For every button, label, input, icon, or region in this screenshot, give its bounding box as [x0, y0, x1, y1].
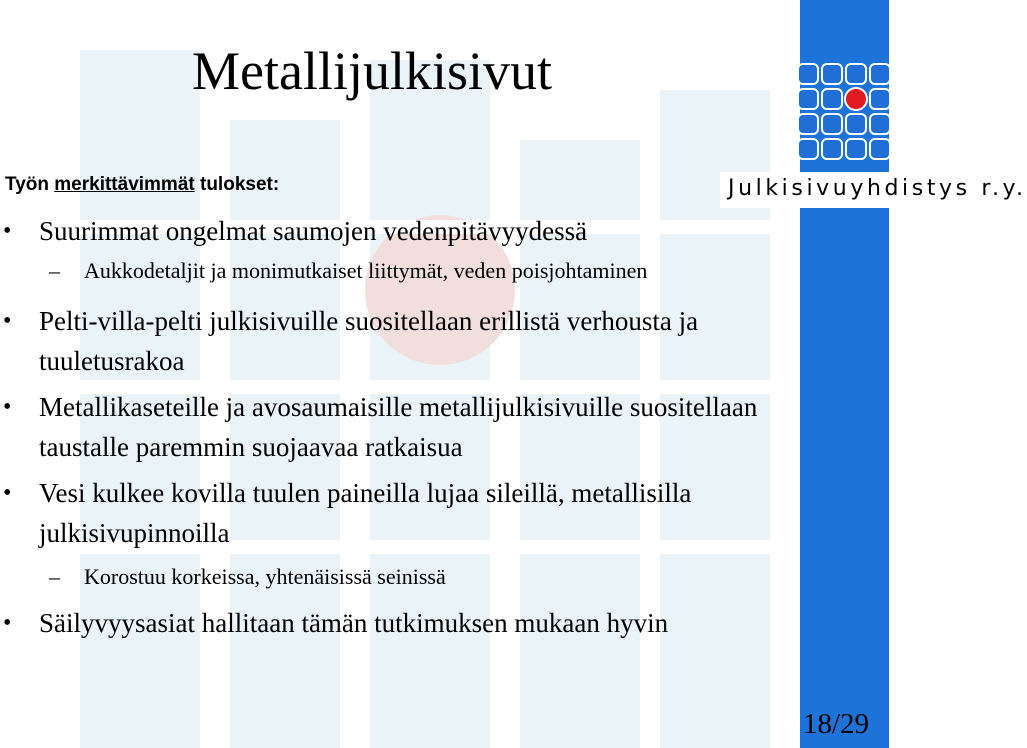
bullet-mark: •: [3, 308, 12, 334]
grid-squares-logo-icon: [796, 62, 896, 166]
bullet-item: [3, 387, 779, 467]
sub-bullet-text: Aukkodetaljit ja monimutkaiset liittymät, veden poisjohtaminen: [84, 258, 648, 283]
subheading: [5, 174, 279, 196]
slide-title: Metallijulkisivut: [192, 41, 552, 101]
bullet-text: Pelti-villa-pelti julkisivuille suositellaan erillistä verhousta ja tuuletusrakoa: [39, 306, 699, 376]
sub-bullet-mark: –: [49, 564, 60, 589]
bullet-mark: •: [3, 394, 12, 420]
bullet-item: [3, 301, 719, 381]
sub-bullet-text: Korostuu korkeissa, yhtenäisissä seinissä: [84, 564, 446, 589]
bullet-item: [3, 211, 789, 251]
bullet-text: Suurimmat ongelmat saumojen vedenpitävyydessä: [39, 216, 588, 246]
bullet-mark: •: [3, 218, 12, 244]
bullet-text: Metallikaseteille ja avosaumaisille metallijulkisivuille suositellaan taustalle paremmin suojaavaa ratkaisua: [39, 392, 758, 462]
sub-bullet-item: [49, 563, 446, 591]
subheading-prefix: Työn: [5, 174, 55, 195]
bullet-item: [3, 473, 719, 553]
subheading-underlined: merkittävimmät: [54, 174, 195, 195]
bullet-text: Vesi kulkee kovilla tuulen paineilla lujaa sileillä, metallisilla julkisivupinnoilla: [39, 478, 692, 548]
sub-bullet-item: [49, 257, 648, 285]
sub-bullet-mark: –: [49, 258, 60, 283]
subheading-suffix: tulokset:: [194, 174, 280, 195]
bullet-text: Säilyvyysasiat hallitaan tämän tutkimuksen mukaan hyvin: [39, 608, 669, 638]
page-number: 18/29: [803, 708, 870, 740]
bullet-item: [3, 603, 759, 643]
bullet-mark: •: [3, 610, 12, 636]
bullet-mark: •: [3, 480, 12, 506]
org-name: Julkisivuyhdistys r.y.: [728, 176, 1027, 201]
